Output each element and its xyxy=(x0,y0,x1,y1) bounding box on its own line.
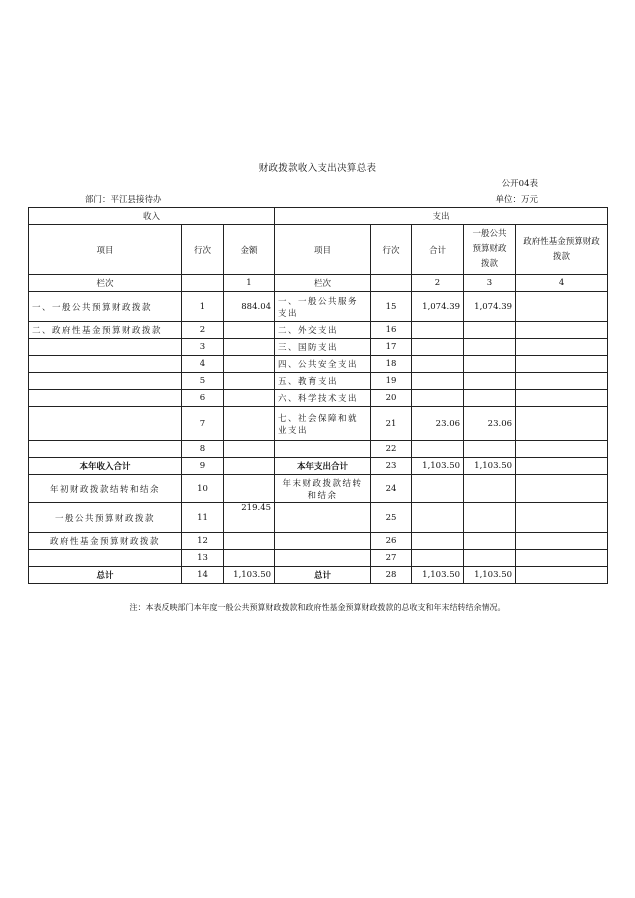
expense-gov-fund xyxy=(516,458,608,475)
col-total: 合计 xyxy=(412,225,464,275)
income-item: 二、政府性基金预算财政拨款 xyxy=(29,322,182,339)
income-line: 11 xyxy=(182,503,224,533)
income-line: 14 xyxy=(182,567,224,584)
expense-general-budget: 1,103.50 xyxy=(464,458,516,475)
income-amount xyxy=(224,458,275,475)
expense-gov-fund xyxy=(516,475,608,503)
expense-total xyxy=(412,503,464,533)
income-line: 13 xyxy=(182,550,224,567)
income-line: 8 xyxy=(182,441,224,458)
expense-line: 23 xyxy=(371,458,412,475)
col-general-budget: 一般公共预算财政拨款 xyxy=(464,225,516,275)
expense-item: 三、国防支出 xyxy=(275,339,371,356)
expense-gov-fund xyxy=(516,356,608,373)
income-line: 12 xyxy=(182,533,224,550)
table-note: 注：本表反映部门本年度一般公共预算财政拨款和政府性基金预算财政拨款的总收支和年末结转结余情况。 xyxy=(129,603,506,612)
table-row xyxy=(29,390,608,407)
expense-gov-fund xyxy=(516,407,608,441)
expense-total xyxy=(412,356,464,373)
expense-gov-fund xyxy=(516,373,608,390)
income-amount xyxy=(224,550,275,567)
unit-label: 单位：万元 xyxy=(495,195,538,205)
expense-general-budget xyxy=(464,441,516,458)
expense-total: 23.06 xyxy=(412,407,464,441)
table-row xyxy=(29,373,608,390)
expense-line: 26 xyxy=(371,533,412,550)
expense-general-budget xyxy=(464,550,516,567)
column-index-row xyxy=(29,275,608,292)
income-header: 收入 xyxy=(29,208,275,225)
expense-gov-fund xyxy=(516,322,608,339)
income-item: 总计 xyxy=(29,567,182,584)
income-amount xyxy=(224,390,275,407)
expense-line: 27 xyxy=(371,550,412,567)
income-item: 本年收入合计 xyxy=(29,458,182,475)
income-item xyxy=(29,441,182,458)
table-row xyxy=(29,441,608,458)
income-item xyxy=(29,407,182,441)
expense-line: 21 xyxy=(371,407,412,441)
income-item xyxy=(29,356,182,373)
index-1: 1 xyxy=(224,275,275,292)
expense-item xyxy=(275,550,371,567)
income-item: 一般公共预算财政拨款 xyxy=(29,503,182,533)
expense-line: 18 xyxy=(371,356,412,373)
department-label: 部门：平江县接待办 xyxy=(85,195,162,205)
col-gov-fund: 政府性基金预算财政拨款 xyxy=(516,225,608,275)
expense-item xyxy=(275,503,371,533)
header-row-2 xyxy=(29,225,608,275)
col-income-line: 行次 xyxy=(182,225,224,275)
page-title: 财政拨款收入支出决算总表 xyxy=(258,163,377,174)
income-line: 10 xyxy=(182,475,224,503)
income-amount xyxy=(224,322,275,339)
form-code: 公开04表 xyxy=(501,179,538,189)
index-label-right: 栏次 xyxy=(275,275,371,292)
expense-general-budget xyxy=(464,373,516,390)
income-item: 年初财政拨款结转和结余 xyxy=(29,475,182,503)
income-item: 一、一般公共预算财政拨款 xyxy=(29,292,182,322)
expense-line: 16 xyxy=(371,322,412,339)
expense-item: 六、科学技术支出 xyxy=(275,390,371,407)
index-empty xyxy=(182,275,224,292)
expense-item: 总计 xyxy=(275,567,371,584)
col-income-item: 项目 xyxy=(29,225,182,275)
expense-general-budget xyxy=(464,475,516,503)
expense-line: 25 xyxy=(371,503,412,533)
table-row xyxy=(29,339,608,356)
income-line: 3 xyxy=(182,339,224,356)
income-line: 1 xyxy=(182,292,224,322)
expense-total xyxy=(412,475,464,503)
expense-item: 七、社会保障和就业支出 xyxy=(275,407,371,441)
expense-total xyxy=(412,373,464,390)
income-amount xyxy=(224,373,275,390)
income-amount xyxy=(224,339,275,356)
income-amount: 884.04 xyxy=(224,292,275,322)
expense-gov-fund xyxy=(516,339,608,356)
header-row-1 xyxy=(29,208,608,225)
expense-gov-fund xyxy=(516,390,608,407)
expense-item: 五、教育支出 xyxy=(275,373,371,390)
expense-line: 19 xyxy=(371,373,412,390)
expense-line: 17 xyxy=(371,339,412,356)
expense-general-budget xyxy=(464,390,516,407)
col-income-amount: 金额 xyxy=(224,225,275,275)
expense-line: 15 xyxy=(371,292,412,322)
income-amount xyxy=(224,475,275,503)
expense-item: 一、一般公共服务支出 xyxy=(275,292,371,322)
expense-general-budget xyxy=(464,533,516,550)
finance-summary-table xyxy=(28,207,608,584)
expense-total: 1,103.50 xyxy=(412,567,464,584)
income-item xyxy=(29,390,182,407)
table-row xyxy=(29,503,608,533)
expense-gov-fund xyxy=(516,503,608,533)
expense-line: 28 xyxy=(371,567,412,584)
income-amount xyxy=(224,533,275,550)
expense-general-budget: 1,103.50 xyxy=(464,567,516,584)
expense-gov-fund xyxy=(516,567,608,584)
grand-total-row xyxy=(29,567,608,584)
expense-header: 支出 xyxy=(275,208,608,225)
income-line: 4 xyxy=(182,356,224,373)
expense-item: 本年支出合计 xyxy=(275,458,371,475)
table-row xyxy=(29,475,608,503)
expense-item: 年末财政拨款结转和结余 xyxy=(275,475,371,503)
table-row xyxy=(29,550,608,567)
income-line: 5 xyxy=(182,373,224,390)
income-amount: 219.45 xyxy=(224,503,275,533)
expense-total xyxy=(412,550,464,567)
expense-gov-fund xyxy=(516,550,608,567)
index-2: 2 xyxy=(412,275,464,292)
expense-line: 24 xyxy=(371,475,412,503)
expense-total: 1,103.50 xyxy=(412,458,464,475)
expense-total xyxy=(412,441,464,458)
index-label-left: 栏次 xyxy=(29,275,182,292)
expense-item xyxy=(275,441,371,458)
expense-general-budget xyxy=(464,322,516,339)
income-line: 6 xyxy=(182,390,224,407)
expense-total xyxy=(412,390,464,407)
col-expense-line: 行次 xyxy=(371,225,412,275)
col-expense-item: 项目 xyxy=(275,225,371,275)
expense-item: 二、外交支出 xyxy=(275,322,371,339)
expense-item xyxy=(275,533,371,550)
expense-item: 四、公共安全支出 xyxy=(275,356,371,373)
expense-total xyxy=(412,322,464,339)
income-amount xyxy=(224,356,275,373)
expense-line: 20 xyxy=(371,390,412,407)
expense-total xyxy=(412,339,464,356)
expense-general-budget xyxy=(464,356,516,373)
income-line: 7 xyxy=(182,407,224,441)
expense-general-budget xyxy=(464,503,516,533)
expense-line: 22 xyxy=(371,441,412,458)
income-line: 9 xyxy=(182,458,224,475)
income-amount: 1,103.50 xyxy=(224,567,275,584)
income-item: 政府性基金预算财政拨款 xyxy=(29,533,182,550)
table-row xyxy=(29,356,608,373)
income-item xyxy=(29,550,182,567)
expense-general-budget: 1,074.39 xyxy=(464,292,516,322)
index-4: 4 xyxy=(516,275,608,292)
table-row xyxy=(29,292,608,322)
expense-gov-fund xyxy=(516,441,608,458)
expense-gov-fund xyxy=(516,533,608,550)
income-amount xyxy=(224,441,275,458)
income-amount xyxy=(224,407,275,441)
index-empty xyxy=(371,275,412,292)
year-total-row xyxy=(29,458,608,475)
expense-general-budget xyxy=(464,339,516,356)
table-row xyxy=(29,407,608,441)
income-item xyxy=(29,339,182,356)
table-row xyxy=(29,322,608,339)
expense-general-budget: 23.06 xyxy=(464,407,516,441)
income-item xyxy=(29,373,182,390)
income-line: 2 xyxy=(182,322,224,339)
table-row xyxy=(29,533,608,550)
expense-total: 1,074.39 xyxy=(412,292,464,322)
expense-gov-fund xyxy=(516,292,608,322)
expense-total xyxy=(412,533,464,550)
index-3: 3 xyxy=(464,275,516,292)
